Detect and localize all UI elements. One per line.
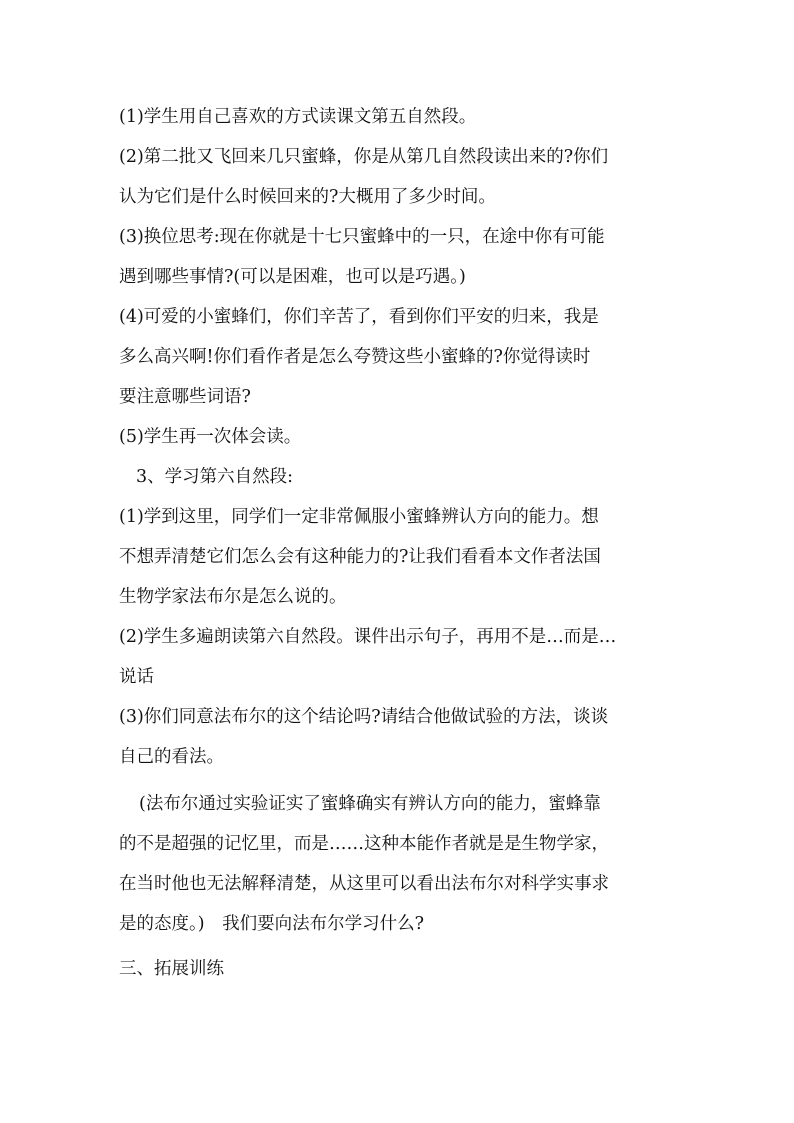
section-heading: 3、学习第六自然段: <box>136 467 294 487</box>
paragraph-line: 多么高兴啊!你们看作者是怎么夸赞这些小蜜蜂的?你觉得读时 <box>119 347 591 367</box>
paragraph-line: (4)可爱的小蜜蜂们，你们辛苦了，看到你们平安的归来，我是 <box>119 307 599 327</box>
paragraph-line: (5)学生再一次体会读。 <box>119 427 302 447</box>
paragraph-line: (2)学生多遍朗读第六自然段。课件出示句子，再用不是…而是… <box>119 627 617 647</box>
paragraph-line: (1)学到这里，同学们一定非常佩服小蜜蜂辨认方向的能力。想 <box>119 507 599 527</box>
paragraph-line: (2)第二批又飞回来几只蜜蜂，你是从第几自然段读出来的?你们 <box>119 147 609 167</box>
paragraph-line: 自己的看法。 <box>119 747 224 767</box>
paragraph-line: 在当时他也无法解释清楚，从这里可以看出法布尔对科学实事求 <box>119 874 609 894</box>
paragraph-line: 说话 <box>119 667 154 687</box>
paragraph-line: (3)换位思考:现在你就是十七只蜜蜂中的一只，在途中你有可能 <box>119 227 605 247</box>
section-heading: 三、拓展训练 <box>119 959 224 979</box>
paragraph-line: 是的态度。) 我们要向法布尔学习什么? <box>119 914 424 934</box>
paragraph-line: (1)学生用自己喜欢的方式读课文第五自然段。 <box>119 107 477 127</box>
paragraph-line: 的不是超强的记忆里，而是……这种本能作者就是是生物学家， <box>119 834 609 854</box>
paragraph-line: 认为它们是什么时候回来的?大概用了多少时间。 <box>119 187 496 207</box>
paragraph-line: (3)你们同意法布尔的这个结论吗?请结合他做试验的方法，谈谈 <box>119 707 609 727</box>
paragraph-line: 不想弄清楚它们怎么会有这种能力的?让我们看看本文作者法国 <box>119 547 601 567</box>
paragraph-line: 遇到哪些事情?(可以是困难，也可以是巧遇。) <box>119 267 466 287</box>
paragraph-line: 要注意哪些词语? <box>119 387 251 407</box>
paragraph-line: (法布尔通过实验证实了蜜蜂确实有辨认方向的能力，蜜蜂靠 <box>139 794 601 814</box>
paragraph-line: 生物学家法布尔是怎么说的。 <box>119 587 347 607</box>
